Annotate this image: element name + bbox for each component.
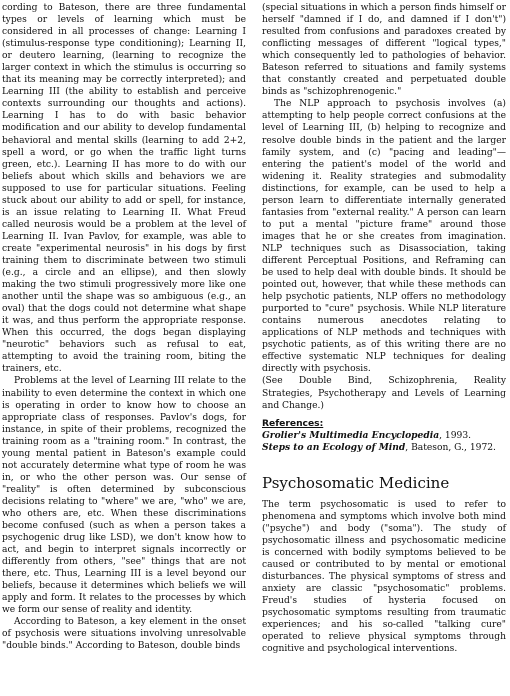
left-column xyxy=(2,2,246,653)
paragraph: (special situations in which a person finds himself or herself "damned if I do, and damned if I don't") resulted from confusions and paradoxes created by conflicting messages of different "logical types," which consequently led to pathologies of behavior. Bateson referred to situations and family systems that constantly created and perpetuated double binds as "schizophrenogenic." xyxy=(262,3,506,98)
reference-item xyxy=(262,430,506,442)
right-column xyxy=(262,2,506,655)
paragraph: cording to Bateson, there are three fundamental types or levels of learning which must be considered in all processes of change: Learning I (stimulus-response type conditioning); Learning II, or deutero learning, (learning to recognize the larger context in which the stimulus is occurring so that its meaning may be correctly interpreted); and Learning III (the ability to establish and perceive contexts surrounding our thoughts and actions). Learning I has to do with basic behavior modification and our ability to develop fundamental behavioral and mental skills (learning to add 2+2, spell a word, or go when the traffic light turns green, etc.). Learning II has more to do with our beliefs about which skills and behaviors we are supposed to use for particular situations. Feeling stuck about our ability to add or spell, for instance, is an issue relating to Learning II. What Freud called neurosis would be a problem at the level of Learning II. Ivan Pavlov, for example, was able to create "experimental neurosis" in his dogs by first training them to discriminate between two stimuli (e.g., a circle and an ellipse), and then slowly making the two stimuli progressively more like one another until the shape was so ambiguous (e.g., an oval) that the dogs could not determine what shape it was, and thus perform the appropriate response. When this occurred, the dogs began displaying "neurotic" behaviors such as refusal to eat, attempting to avoid the training room, biting the trainers, etc. xyxy=(2,3,246,375)
reference-title: Steps to an Ecology of Mind xyxy=(262,441,406,453)
reference-details: , Bateson, G., 1972. xyxy=(405,442,496,453)
reference-details: , 1993. xyxy=(439,430,472,441)
paragraph: The term psychosomatic is used to refer to phenomena and symptoms which involve both mind ("psyche") and body ("soma"). The study of psychosomatic illness and psychosomatic medicine is concerned with bodily symptoms believed to be caused or contributed to by mental or emotional disturbances. The physical symptoms of stress and anxiety are classic "psychosomatic" problems. Freud's studies of hysteria focused on psychosomatic symptoms resulting from traumatic experiences; and his so-called "talking cure" operated to relieve physical symptoms through cognitive and psychological interventions. xyxy=(262,499,506,655)
paragraph: According to Bateson, a key element in the onset of psychosis were situations involving unresolvable "double binds." According to Bateson, double binds xyxy=(2,617,246,652)
paragraph: Problems at the level of Learning III relate to the inability to even determine the context in which one is operating in order to know how to choose an appropriate class of responses. Pavlov's dogs, for instance, in spite of their problems, recognized the training room as a "training room." In contrast, the young mental patient in Bateson's example could not accurately determine what type of room he was in, or who the other person was. Our sense of "reality" is often determined by subconscious decisions relating to "where" we are, "who" we are, who others are, etc. When these discriminations become confused (such as when a person takes a psychogenic drug like LSD), we don't know how to act, and begin to interpret signals incorrectly or differently from others, "see" things that are not there, etc. Thus, Learning III is a level beyond our beliefs, because it determines which beliefs we will apply and form. It relates to the processes by which we form our sense of reality and identity. xyxy=(2,376,246,616)
see-also: (See Double Bind, Schizophrenia, Reality Strategies, Psychotherapy and Levels of Learning and Change.) xyxy=(262,376,506,411)
reference-title: Grolier's Multimedia Encyclopedia xyxy=(262,429,440,441)
references-heading: References: xyxy=(262,418,324,429)
reference-item xyxy=(262,442,506,454)
paragraph: The NLP approach to psychosis involves (a) attempting to help people correct confusions at the level of Learning III, (b) helping to recognize and resolve double binds in the patient and the larger family system, and (c) "pacing and leading"—entering the patient's model of the world and widening it. Reality strategies and submodality distinctions, for example, can be used to help a person learn to differentiate internally generated fantasies from "external reality." A person can learn to put a mental "picture frame" around those images that he or she creates from imagination. NLP techniques such as Disassociation, taking different Perceptual Positions, and Reframing can be used to help deal with double binds. It should be pointed out, however, that while these methods can help psychotic patients, NLP offers no methodology purported to "cure" psychosis. While NLP literature contains numerous anecdotes relating to applications of NLP methods and techniques with psychotic patients, as of this writing there are no effective systematic NLP techniques for dealing directly with psychosis. xyxy=(262,99,506,375)
section-heading: Psychosomatic Medicine xyxy=(262,473,450,492)
